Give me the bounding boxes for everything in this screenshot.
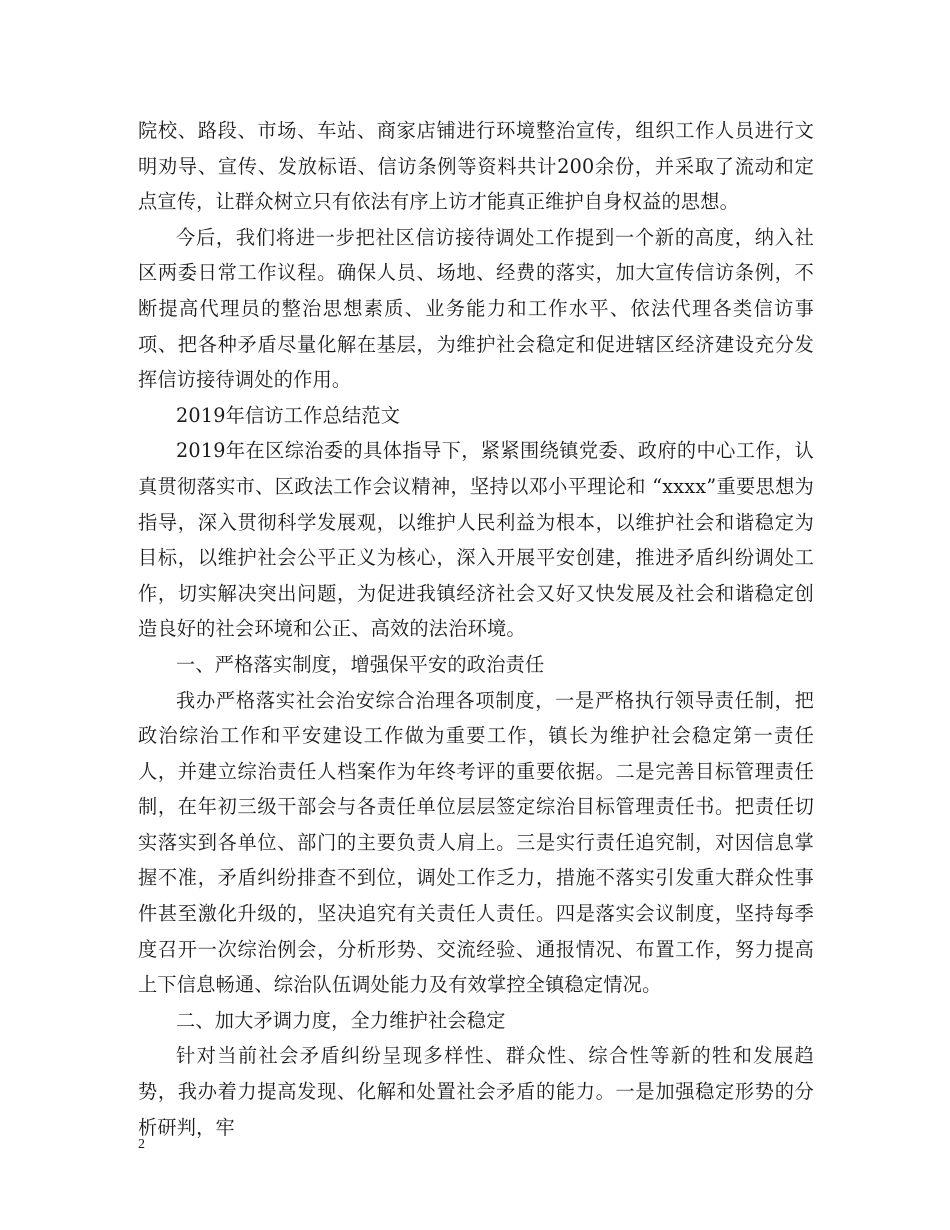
- paragraph-3: 2019年在区综治委的具体指导下，紧紧围绕镇党委、政府的中心工作，认真贯彻落实市、区政法工作会议精神，坚持以邓小平理论和 “xxxx”重要思想为指导，深入贯彻科学发展观，以维护人民利益为根本，以维护社会和谐稳定为目标，以维护社会公平正义为核心，深入开展平安创建，推进矛盾纠纷调处工作，切实解决突出问题，为促进我镇经济社会又好又快发展及社会和谐稳定创造良好的社会环境和公正、高效的法治环境。: [138, 439, 814, 641]
- paragraph-1: 院校、路段、市场、车站、商家店铺进行环境整治宣传，组织工作人员进行文明劝导、宣传、发放标语、信访条例等资料共计200余份，并采取了流动和定点宣传，让群众树立只有依法有序上访才能真正维护自身权益的思想。: [138, 119, 814, 214]
- page-number: 2: [138, 1137, 145, 1152]
- paragraph-5: 针对当前社会矛盾纠纷呈现多样性、群众性、综合性等新的牲和发展趋势，我办着力提高发现、化解和处置社会矛盾的能力。一是加强稳定形势的分析研判，牢: [138, 1044, 814, 1139]
- heading-2: 二、加大矛调力度，全力维护社会稳定: [176, 1008, 506, 1032]
- heading-1: 一、严格落实制度，增强保平安的政治责任: [176, 652, 545, 676]
- section-title: 2019年信访工作总结范文: [176, 403, 401, 427]
- document-body: [138, 113, 814, 1145]
- paragraph-4: 我办严格落实社会治安综合治理各项制度，一是严格执行领导责任制，把政治综治工作和平安建设工作做为重要工作，镇长为维护社会稳定第一责任人，并建立综治责任人档案作为年终考评的重要依据。二是完善目标管理责任制，在年初三级干部会与各责任单位层层签定综治目标管理责任书。把责任切实落实到各单位、部门的主要负责人肩上。三是实行责任追究制，对因信息掌握不准，矛盾纠纷排查不到位，调处工作乏力，措施不落实引发重大群众性事件甚至激化升级的，坚决追究有关责任人责任。四是落实会议制度，坚持每季度召开一次综治例会，分析形势、交流经验、通报情况、布置工作，努力提高上下信息畅通、综治队伍调处能力及有效掌控全镇稳定情况。: [138, 688, 814, 997]
- paragraph-2: 今后，我们将进一步把社区信访接待调处工作提到一个新的高度，纳入社区两委日常工作议程。确保人员、场地、经费的落实，加大宣传信访条例，不断提高代理员的整治思想素质、业务能力和工作水平、依法代理各类信访事项、把各种矛盾尽量化解在基层，为维护社会稳定和促进辖区经济建设充分发挥信访接待调处的作用。: [138, 225, 814, 392]
